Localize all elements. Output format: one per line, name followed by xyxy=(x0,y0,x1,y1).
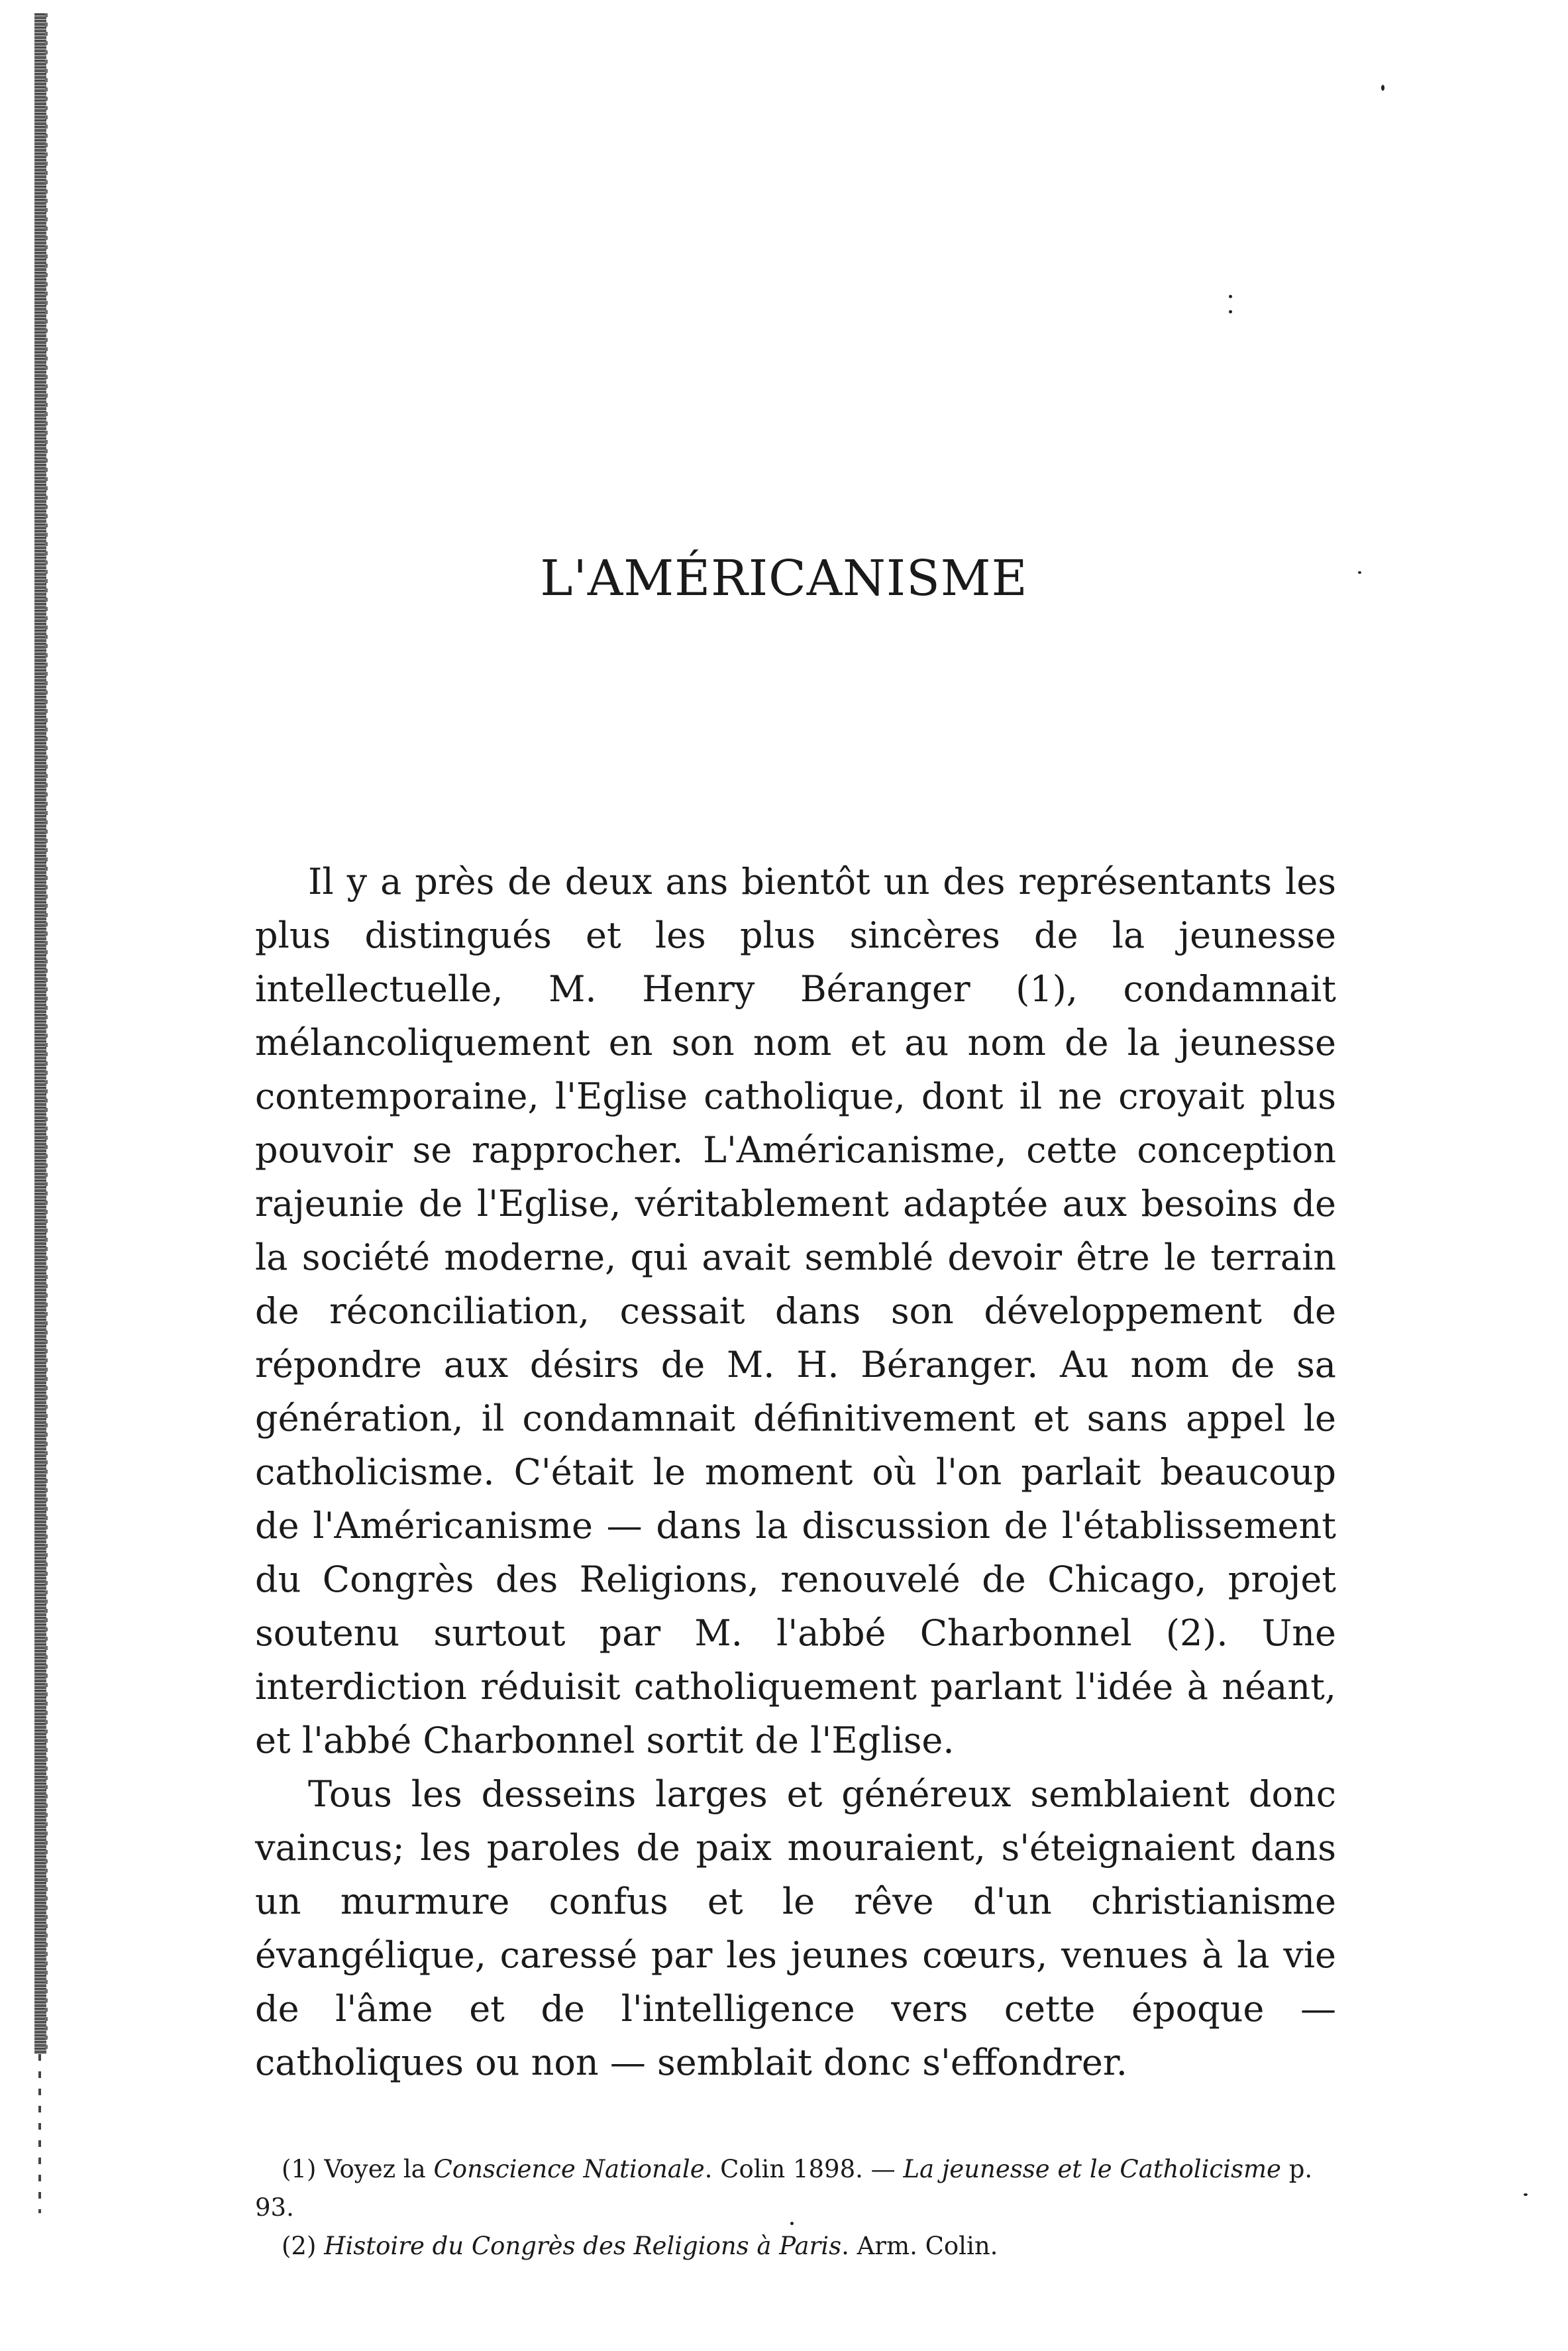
footnote-title: La jeunesse et le Catholicisme xyxy=(903,2155,1281,2183)
binding-edge xyxy=(34,13,46,2054)
footnotes xyxy=(255,2150,1336,2266)
footnote-text: Voyez la xyxy=(324,2155,426,2183)
print-speck xyxy=(1229,295,1232,298)
chapter-title: L'AMÉRICANISME xyxy=(540,550,1028,607)
paragraph: Il y a près de deux ans bientôt un des représentants les plus distingués et les plus sincères de la jeunesse intellectuelle, M. Henry Béranger (1), condamnait mélancoliquement en son nom et au nom de la jeunesse contemporaine, l'Eglise catholique, dont il ne croyait plus pouvoir se rapprocher. L'Américanisme, cette conception rajeunie de l'Eglise, véritablement adaptée aux besoins de la société moderne, qui avait semblé devoir être le terrain de réconciliation, cessait dans son développement de répondre aux désirs de M. H. Béranger. Au nom de sa génération, il condamnait définitivement et sans appel le catholicisme. C'était le moment où l'on parlait beaucoup de l'Américanisme — dans la discussion de l'établissement du Congrès des Religions, renouvelé de Chicago, projet soutenu surtout par M. l'abbé Charbonnel (2). Une interdiction réduisit catholiquement parlant l'idée à néant, et l'abbé Charbonnel sortit de l'Eglise. xyxy=(255,861,1336,1761)
binding-edge-tail xyxy=(38,2054,41,2213)
footnote-number: (1) xyxy=(282,2155,317,2183)
footnote-number: (2) xyxy=(282,2232,317,2260)
footnote-title: Histoire du Congrès des Religions à Paris xyxy=(324,2232,842,2260)
footnote-text: . Arm. Colin. xyxy=(841,2232,998,2260)
footnote xyxy=(255,2150,1336,2227)
print-speck xyxy=(1229,310,1232,313)
footnote-text: . Colin 1898. — xyxy=(704,2155,896,2183)
footnote-title: Conscience Nationale xyxy=(433,2155,705,2183)
footnote xyxy=(255,2227,1336,2266)
print-speck xyxy=(1524,2193,1528,2196)
footnote-text: p. 93. xyxy=(255,2155,1313,2222)
body-text xyxy=(255,855,1336,2089)
print-speck xyxy=(1381,85,1385,91)
paragraph: Tous les desseins larges et généreux semblaient donc vaincus; les paroles de paix mouraient, s'éteignaient dans un murmure confus et le rêve d'un christianisme évangélique, caressé par les jeunes cœurs, venues à la vie de l'âme et de l'intelligence vers cette époque — catholiques ou non — semblait donc s'effondrer. xyxy=(255,1773,1336,2083)
